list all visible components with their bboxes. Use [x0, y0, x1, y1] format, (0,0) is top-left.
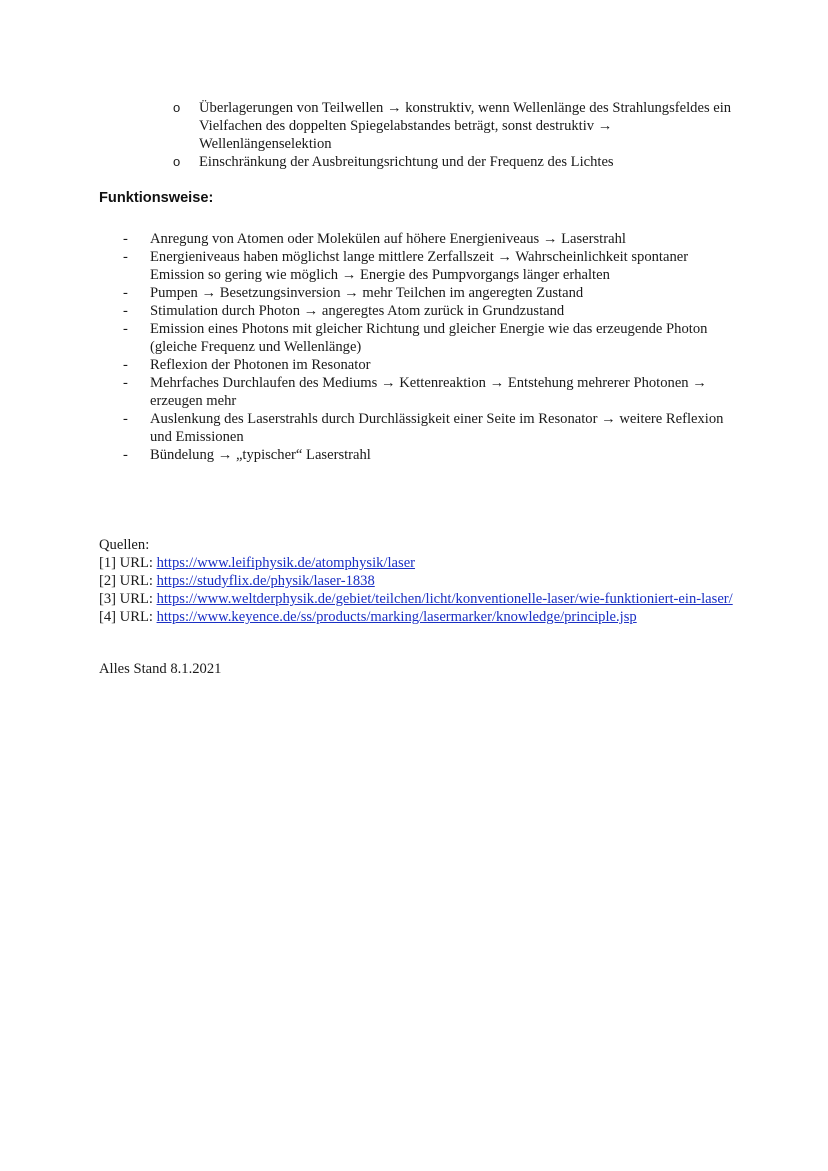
section-heading: Funktionsweise: — [99, 190, 214, 206]
source-prefix: [1] URL: — [99, 555, 157, 571]
list-item-text: Emission eines Photons mit gleicher Richtung und gleicher Energie wie das erzeugende Photon (gleiche Frequenz und Wellenlänge) — [150, 321, 708, 355]
source-prefix: [2] URL: — [99, 573, 157, 589]
source-entry — [99, 608, 739, 626]
list-item-text: Bündelung → „typischer“ Laserstrahl — [150, 447, 371, 463]
date-note: Alles Stand 8.1.2021 — [99, 661, 222, 677]
dash-bullet-icon: - — [123, 231, 128, 247]
source-entry — [99, 554, 739, 572]
dash-bullet-icon: - — [123, 357, 128, 373]
source-prefix: [4] URL: — [99, 609, 157, 625]
list-item — [168, 153, 748, 171]
source-link[interactable]: https://studyflix.de/physik/laser-1838 — [156, 573, 375, 589]
list-item — [168, 99, 748, 153]
list-item — [123, 248, 743, 284]
list-item-text: Auslenkung des Laserstrahls durch Durchlässigkeit einer Seite im Resonator → weitere Reflexion und Emissionen — [150, 411, 724, 445]
source-entry — [99, 572, 739, 590]
list-item-text: Reflexion der Photonen im Resonator — [150, 357, 371, 373]
source-link[interactable]: https://www.leifiphysik.de/atomphysik/laser — [156, 555, 416, 571]
dash-bullet-icon: - — [123, 285, 128, 301]
dash-bullet-icon: - — [123, 303, 128, 319]
list-item — [123, 320, 743, 356]
source-link[interactable]: https://www.weltderphysik.de/gebiet/teilchen/licht/konventionelle-laser/wie-funktioniert-ein-laser/ — [156, 591, 733, 607]
list-item — [123, 302, 743, 320]
dash-bullet-icon: - — [123, 375, 128, 391]
list-item — [123, 374, 743, 410]
functionality-list — [123, 230, 743, 464]
list-item — [123, 230, 743, 248]
list-item-text: Stimulation durch Photon → angeregtes Atom zurück in Grundzustand — [150, 303, 565, 319]
list-item-text: Anregung von Atomen oder Molekülen auf höhere Energieniveaus → Laserstrahl — [150, 231, 626, 247]
list-item — [123, 410, 743, 446]
source-entry — [99, 590, 739, 608]
sources-label: Quellen: — [99, 537, 150, 553]
list-item-text: Pumpen → Besetzungsinversion → mehr Teilchen im angeregten Zustand — [150, 285, 584, 301]
list-item-text: Energieniveaus haben möglichst lange mittlere Zerfallszeit → Wahrscheinlichkeit spontaner Emission so gering wie möglich → Energie des Pumpvorgangs länger erhalten — [150, 249, 689, 283]
list-item — [123, 284, 743, 302]
dash-bullet-icon: - — [123, 447, 128, 463]
circle-bullet-icon: o — [173, 154, 181, 169]
source-prefix: [3] URL: — [99, 591, 157, 607]
list-item-text: Überlagerungen von Teilwellen → konstruktiv, wenn Wellenlänge des Strahlungsfeldes ein Vielfachen des doppelten Spiegelabstandes beträgt, sonst destruktiv → Wellenlängenselektion — [199, 100, 732, 152]
list-item — [123, 356, 743, 374]
sub-bullet-list — [168, 99, 748, 171]
list-item-text: Einschränkung der Ausbreitungsrichtung und der Frequenz des Lichtes — [199, 154, 614, 170]
list-item-text: Mehrfaches Durchlaufen des Mediums → Kettenreaktion → Entstehung mehrerer Photonen → erzeugen mehr — [150, 375, 707, 409]
list-item — [123, 446, 743, 464]
dash-bullet-icon: - — [123, 249, 128, 265]
dash-bullet-icon: - — [123, 411, 128, 427]
sources-block — [99, 536, 739, 626]
dash-bullet-icon: - — [123, 321, 128, 337]
circle-bullet-icon: o — [173, 100, 181, 115]
source-link[interactable]: https://www.keyence.de/ss/products/marking/lasermarker/knowledge/principle.jsp — [156, 609, 637, 625]
